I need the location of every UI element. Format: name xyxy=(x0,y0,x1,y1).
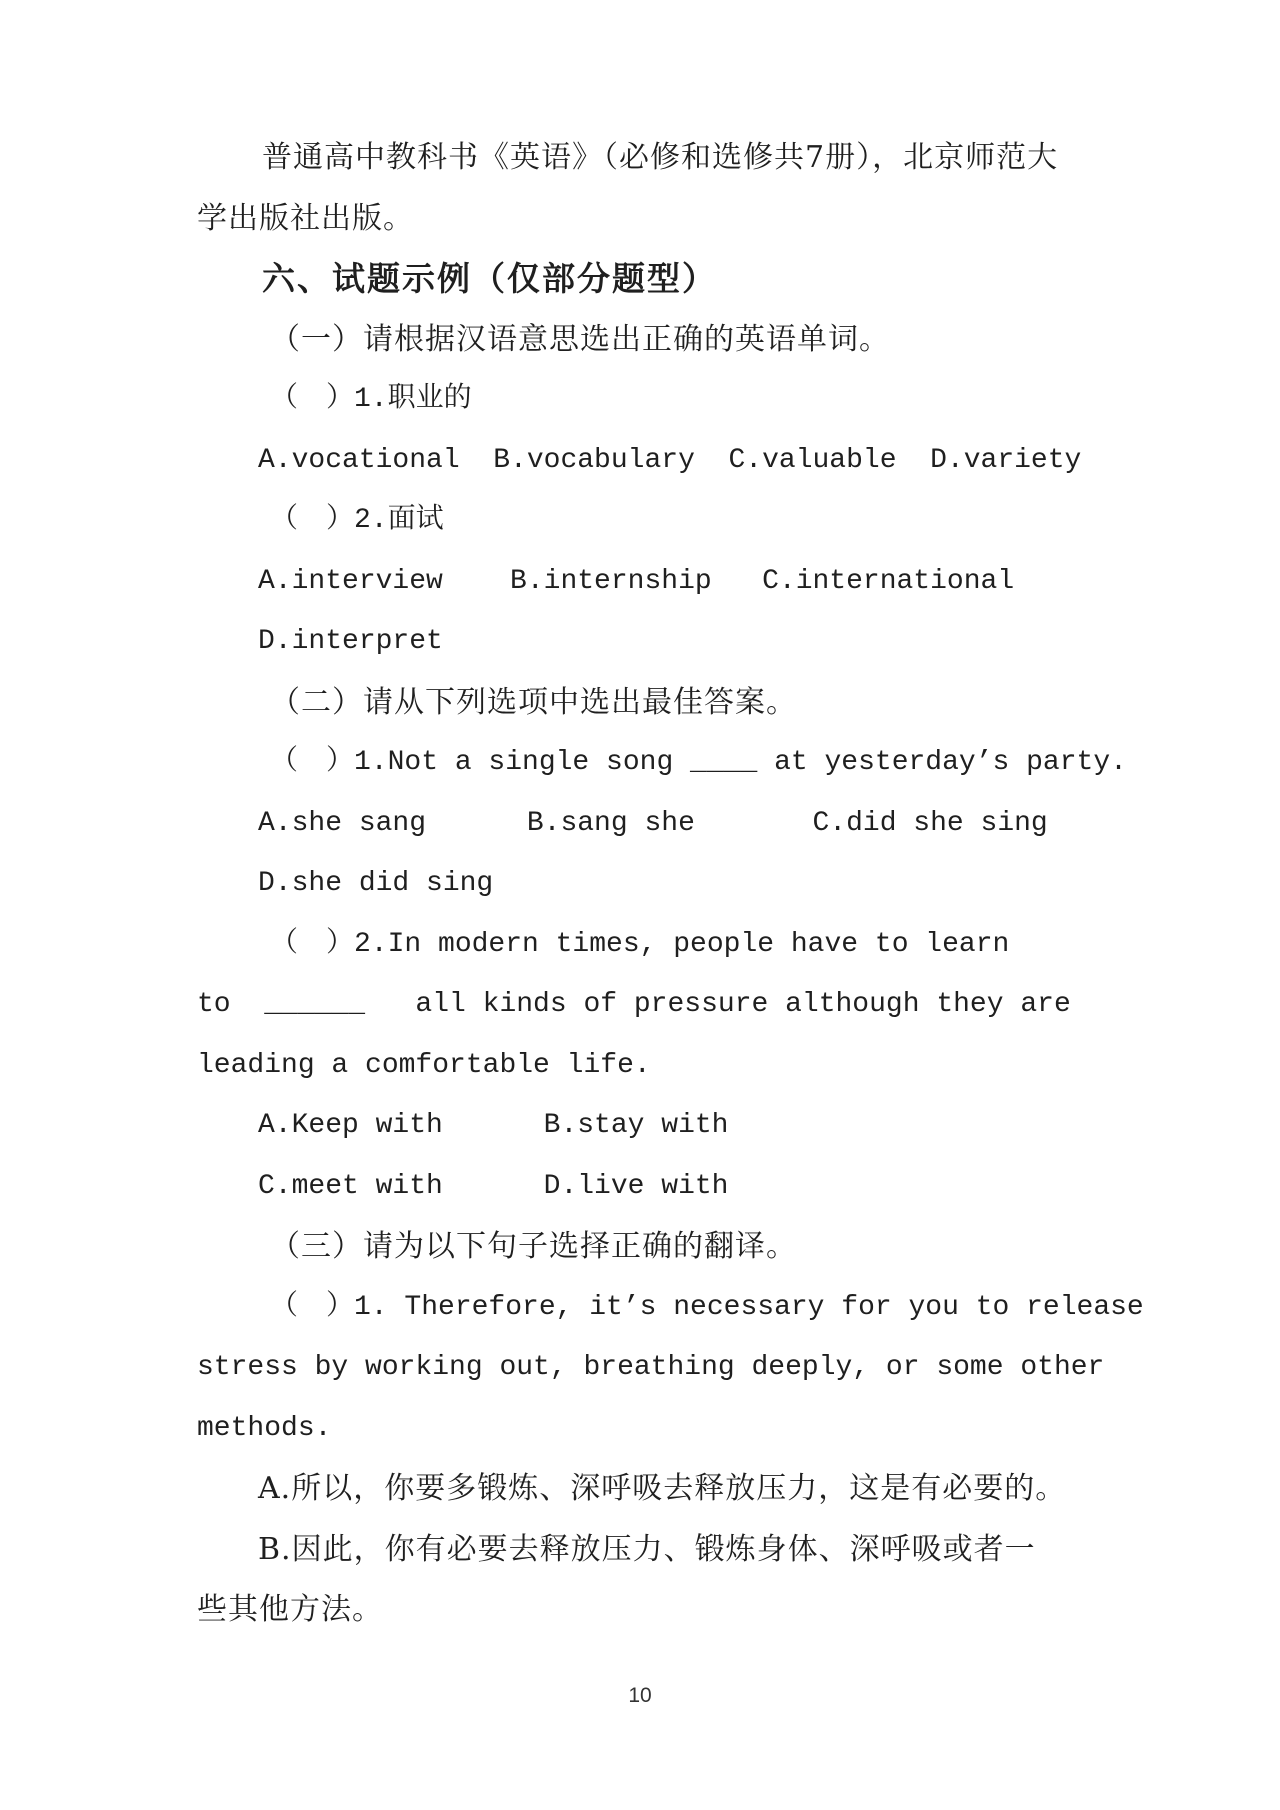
part2-heading: （二）请从下列选项中选出最佳答案。 xyxy=(270,684,797,720)
intro-paragraph-line-1: 普通高中教科书《英语》（必修和选修共7册），北京师范大 xyxy=(262,140,1059,175)
intro-paragraph-line-2: 学出版社出版。 xyxy=(197,200,414,236)
part3-q1-option-b-line-1: B.因此，你有必要去释放压力、锻炼身体、深呼吸或者一 xyxy=(258,1531,1036,1567)
part2-q1-options-line-2: D.she did sing xyxy=(258,868,494,899)
part3-heading: （三）请为以下句子选择正确的翻译。 xyxy=(270,1229,797,1264)
part1-heading: （一）请根据汉语意思选出正确的英语单词。 xyxy=(270,321,890,357)
section-heading: 六、试题示例（仅部分题型） xyxy=(262,260,717,297)
part3-q1-option-b-line-2: 些其他方法。 xyxy=(197,1592,383,1627)
part2-q2-options-line-1: A.Keep with B.stay with xyxy=(258,1110,729,1141)
part3-q1-option-a: A.所以，你要多锻炼、深呼吸去释放压力，这是有必要的。 xyxy=(258,1471,1067,1506)
part3-q1-stem-line-3: methods. xyxy=(197,1412,332,1444)
part3-q1-stem-line-1: （ ）1. Therefore, it’s necessary for you to release xyxy=(270,1291,1144,1323)
part2-q2-stem-line-1: （ ）2.In modern times, people have to learn xyxy=(270,928,1010,960)
part1-q2-stem: （ ）2.面试 xyxy=(270,505,444,536)
part2-q1-options-line-1: A.she sang B.sang she C.did she sing xyxy=(258,807,1048,839)
part1-q1-options: A.vocational B.vocabulary C.valuable D.variety xyxy=(258,444,1082,476)
page-number: 10 xyxy=(628,1683,652,1707)
part1-q2-options-line-2: D.interpret xyxy=(258,626,443,657)
part2-q2-options-line-2: C.meet with D.live with xyxy=(258,1170,729,1202)
part2-q2-stem-line-2: to ______ all kinds of pressure although they are xyxy=(197,989,1071,1020)
part2-q2-stem-line-3: leading a comfortable life. xyxy=(197,1049,651,1081)
part2-q1-stem: （ ）1.Not a single song ____ at yesterday’s party. xyxy=(270,747,1127,778)
part3-q1-stem-line-2: stress by working out, breathing deeply, or some other xyxy=(197,1352,1105,1383)
part1-q2-options-line-1: A.interview B.internship C.international xyxy=(258,565,1015,597)
part1-q1-stem: （ ）1.职业的 xyxy=(270,384,472,415)
